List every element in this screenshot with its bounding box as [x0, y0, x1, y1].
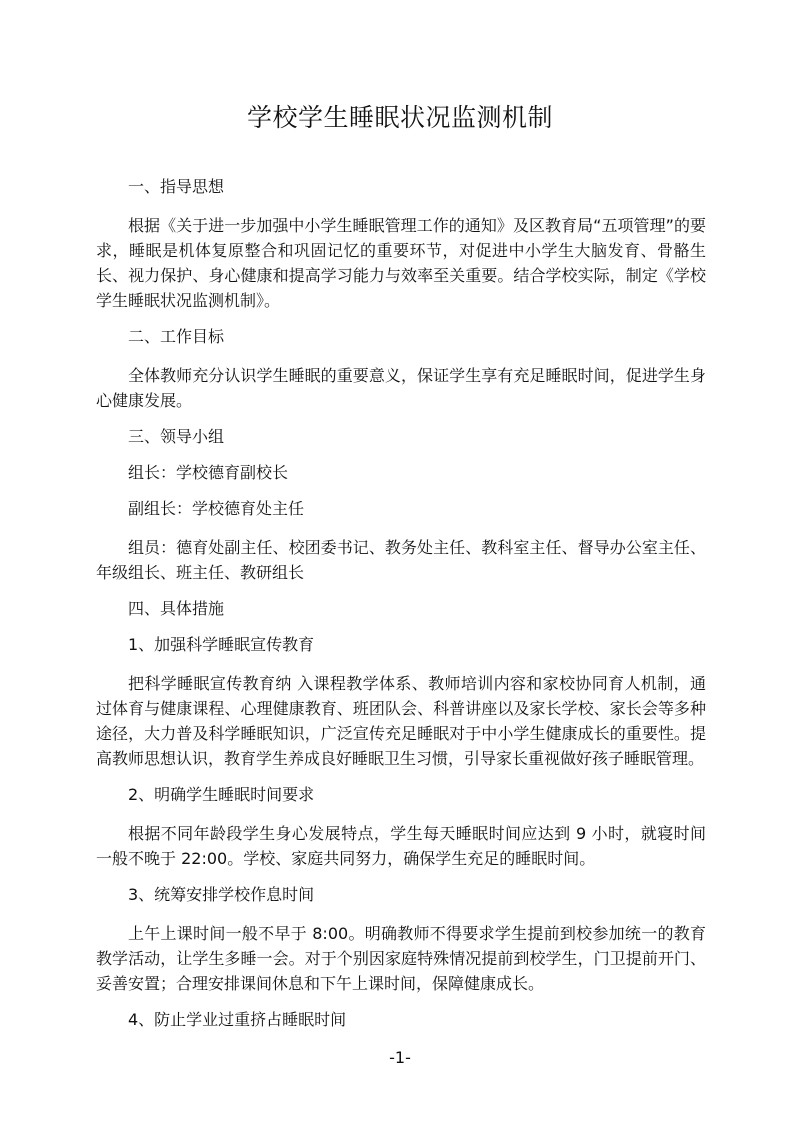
section-heading-work-goal: 二、工作目标 [128, 327, 225, 346]
measure-paragraph-1: 把科学睡眠宣传教育纳 入课程教学体系、教师培训内容和家校协同育人机制，通过体育与健康课程、心理健康教育、班团队会、科普讲座以及家长学校、家长会等多种途径，大力普及科学睡眠知识，广泛宣传充足睡眠对于中小学生健康成长的重要性。提高教师思想认识，教育学生养成良好睡眠卫生习惯，引导家长重视做好孩子睡眠管理。 [96, 674, 706, 768]
deputy-leader-line: 副组长：学校德育处主任 [128, 499, 305, 518]
paragraph-guiding-idea: 根据《关于进一步加强中小学生睡眠管理工作的通知》及区教育局“五项管理”的要求，睡眠是机体复原整合和巩固记忆的重要环节，对促进中小学生大脑发育、骨骼生长、视力保护、身心健康和提高学习能力与效率至关重要。结合学校实际，制定《学校学生睡眠状况监测机制》。 [96, 216, 706, 310]
document-title: 学校学生睡眠状况监测机制 [246, 103, 553, 132]
measure-heading-3: 3、统筹安排学校作息时间 [128, 885, 315, 904]
section-heading-measures: 四、具体措施 [128, 599, 225, 618]
measure-heading-2: 2、明确学生睡眠时间要求 [128, 785, 315, 804]
document-body [96, 174, 706, 1032]
leader-line: 组长：学校德育副校长 [128, 463, 289, 482]
section-heading-guiding-idea: 一、指导思想 [128, 177, 225, 196]
measure-heading-1: 1、加强科学睡眠宣传教育 [128, 635, 315, 654]
section-heading-leadership-group: 三、领导小组 [128, 427, 225, 446]
page-number: -1- [389, 1048, 411, 1067]
measure-paragraph-3: 上午上课时间一般不早于 8:00。明确教师不得要求学生提前到校参加统一的教育教学活动，让学生多睡一会。对于个别因家庭特殊情况提前到校学生，门卫提前开门、妥善安置；合理安排课间休息和下午上课时间，保障健康成长。 [96, 924, 706, 993]
measure-paragraph-2: 根据不同年龄段学生身心发展特点，学生每天睡眠时间应达到 9 小时，就寝时间一般不晚于 22:00。学校、家庭共同努力，确保学生充足的睡眠时间。 [96, 824, 706, 868]
members-paragraph: 组员：德育处副主任、校团委书记、教务处主任、教科室主任、督导办公室主任、年级组长、班主任、教研组长 [96, 538, 706, 582]
paragraph-work-goal: 全体教师充分认识学生睡眠的重要意义，保证学生享有充足睡眠时间，促进学生身心健康发展。 [96, 366, 706, 410]
measure-heading-4: 4、防止学业过重挤占睡眠时间 [128, 1010, 347, 1029]
